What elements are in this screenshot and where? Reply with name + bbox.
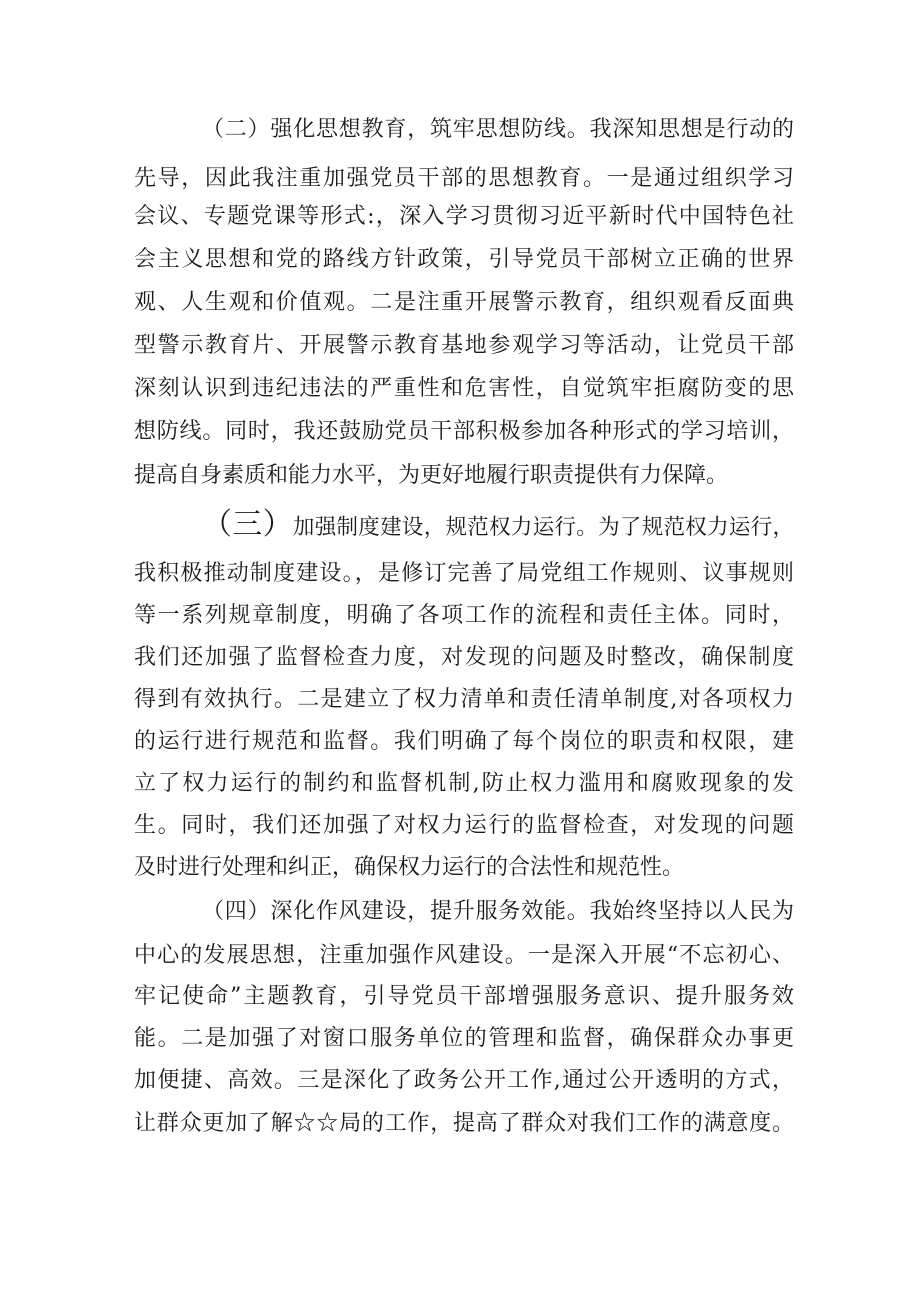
paragraph-2-line-5: 观、人生观和价值观。二是注重开展警示教育，组织观看反面典 bbox=[134, 290, 794, 315]
paragraph-3-line-8: 生。同时，我们还加强了对权力运行的监督检查，对发现的问题 bbox=[134, 813, 794, 838]
paragraph-3-line-3: 等一系列规章制度，明确了各项工作的流程和责任主体。同时， bbox=[134, 603, 794, 628]
paragraph-2-line-2: 先导，因此我注重加强党员干部的思想教育。一是通过组织学习 bbox=[134, 166, 794, 191]
paragraph-4-line-1: （四）深化作风建设，提升服务效能。我始终坚持以人民为 bbox=[202, 899, 794, 924]
paragraph-2-line-1: （二）强化思想教育，筑牢思想防线。我深知思想是行动的 bbox=[202, 117, 794, 142]
paragraph-4-line-4: 能。二是加强了对窗口服务单位的管理和监督，确保群众办事更 bbox=[134, 1026, 794, 1051]
paragraph-2-line-6: 型警示教育片、开展警示教育基地参观学习等活动，让党员干部 bbox=[134, 333, 794, 358]
paragraph-3-line-4: 我们还加强了监督检查力度，对发现的问题及时整改，确保制度 bbox=[134, 645, 794, 670]
paragraph-4-line-2: 中心的发展思想，注重加强作风建设。一是深入开展“不忘初心、 bbox=[134, 943, 794, 968]
section-number-mark: （三） bbox=[202, 507, 293, 542]
paragraph-4-line-5: 加便捷、高效。三是深化了政务公开工作,通过公开透明的方式， bbox=[134, 1068, 794, 1093]
paragraph-3-line-2: 我积极推动制度建设。，是修订完善了局党组工作规则、议事规则 bbox=[134, 561, 794, 586]
paragraph-2-line-9: 提高自身素质和能力水平，为更好地履行职责提供有力保障。 bbox=[134, 463, 729, 488]
paragraph-3-line-1-text: 加强制度建设，规范权力运行。为了规范权力运行， bbox=[292, 515, 794, 540]
paragraph-4-line-6: 让群众更加了解☆☆局的工作，提高了群众对我们工作的满意度。 bbox=[134, 1111, 794, 1136]
paragraph-2-line-3: 会议、专题党课等形式:，深入学习贯彻习近平新时代中国特色社 bbox=[134, 204, 794, 229]
paragraph-2-line-7: 深刻认识到违纪违法的严重性和危害性，自觉筑牢拒腐防变的思 bbox=[134, 376, 794, 401]
paragraph-3-line-9: 及时进行处理和纠正，确保权力运行的合法性和规范性。 bbox=[134, 855, 685, 880]
paragraph-3-line-1 bbox=[202, 508, 794, 542]
paragraph-2-line-4: 会主义思想和党的路线方针政策，引导党员干部树立正确的世界 bbox=[134, 247, 794, 272]
paragraph-3-line-5: 得到有效执行。二是建立了权力清单和责任清单制度,对各项权力 bbox=[134, 687, 794, 712]
paragraph-2-line-8: 想防线。同时，我还鼓励党员干部积极参加各种形式的学习培训， bbox=[134, 419, 794, 444]
paragraph-3-line-7: 立了权力运行的制约和监督机制,防止权力滥用和腐败现象的发 bbox=[134, 771, 794, 796]
paragraph-3-line-6: 的运行进行规范和监督。我们明确了每个岗位的职责和权限，建 bbox=[134, 729, 794, 754]
paragraph-4-line-3: 牢记使命”主题教育，引导党员干部增强服务意识、提升服务效 bbox=[134, 984, 794, 1009]
